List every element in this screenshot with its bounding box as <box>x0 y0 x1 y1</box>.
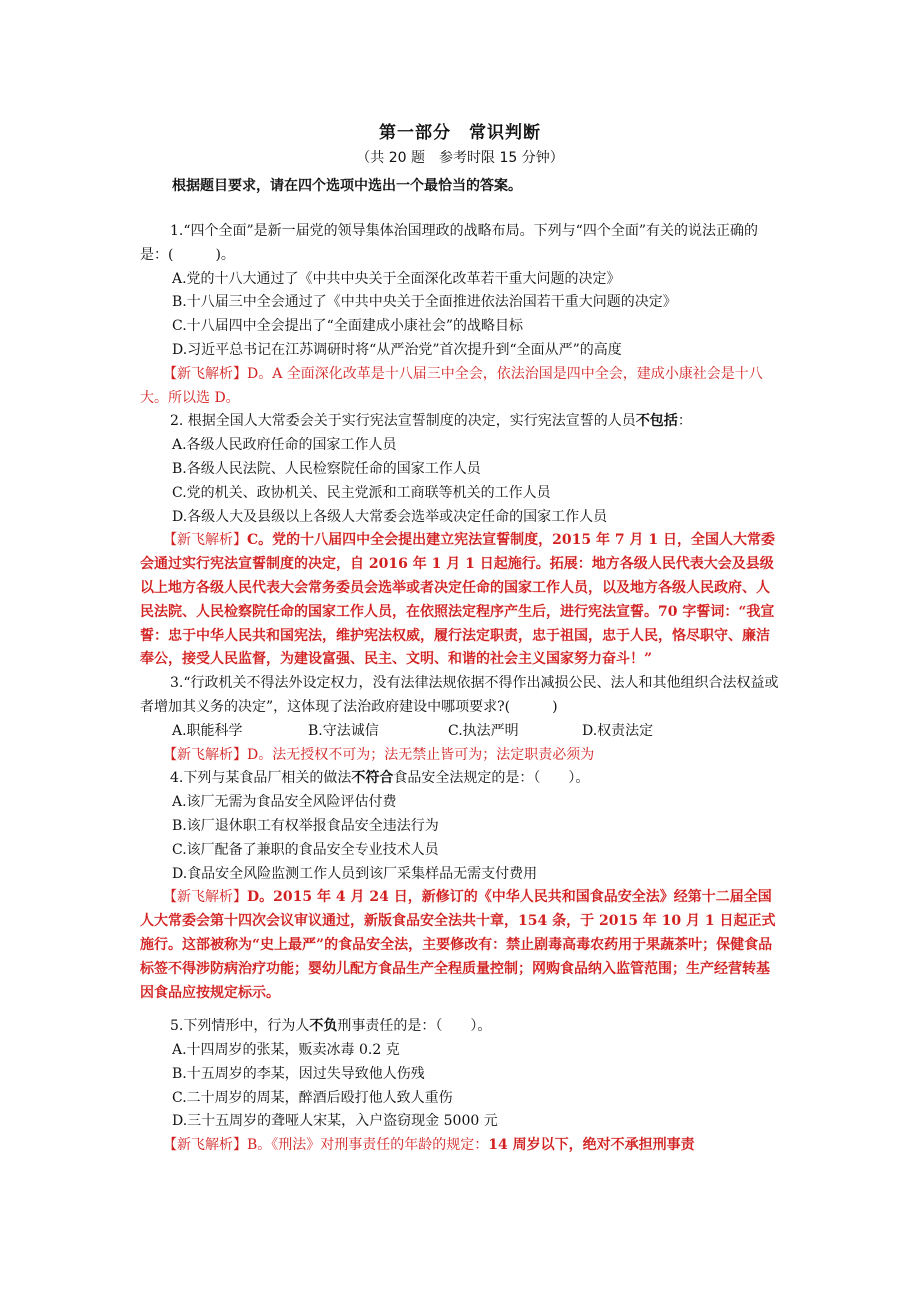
question-2-answer-label: 【新飞解析】 <box>163 532 247 549</box>
question-4-stem-pre: 4.下列与某食品厂相关的做法 <box>170 770 352 787</box>
question-4-answer <box>140 886 780 1005</box>
question-2-stem <box>140 410 780 434</box>
question-2-stem-post: ： <box>677 413 692 430</box>
question-2-answer <box>140 529 780 672</box>
question-body <box>140 220 780 1158</box>
question-2-option-c: C.党的机关、政协机关、民主党派和工商联等机关的工作人员 <box>172 484 551 501</box>
question-2-stem-pre: 2. 根据全国人大常委会关于实行宪法宣誓制度的决定，实行宪法宣誓的人员 <box>170 413 636 430</box>
question-5-answer-bold: 14 周岁以下，绝对不承担刑事责 <box>488 1137 695 1154</box>
question-4-option-d: D.食品安全风险监测工作人员到该厂采集样品无需支付费用 <box>172 865 538 882</box>
question-3-option-a: A.职能科学 <box>172 722 243 739</box>
question-4-option-b: B.该厂退休职工有权举报食品安全违法行为 <box>172 817 439 834</box>
question-2-option-a: A.各级人民政府任命的国家工作人员 <box>172 437 397 454</box>
question-5-answer-label: 【新飞解析】 <box>163 1137 247 1154</box>
question-3-stem: 3.“行政机关不得法外设定权力，没有法律法规依据不得作出减损公民、法人和其他组织合法权益或者增加其义务的决定”，这体现了法治政府建设中哪项要求?( ) <box>140 675 779 715</box>
question-2-answer-text: C。党的十八届四中全会提出建立宪法宣誓制度，2015 年 7 月 1 日，全国人大常委会通过实行宪法宣誓制度的决定，自 2016 年 1 月 1 日起施行。拓展：地方各级人民代表大会及县级以上地方各级人民代表大会常务委员会选举或者决定任命的国家工作人员，以及地方各级人民政府、人民法院、人民检察院任命的国家工作人员，在依照法定程序产生后，进行宪法宣誓。70 字誓词：“我宣誓：忠于中华人民共和国宪法，维护宪法权威，履行法定职责，忠于祖国，忠于人民，恪尽职守、廉洁奉公，接受人民监督，为建设富强、民主、文明、和谐的社会主义国家努力奋斗！” <box>140 532 775 668</box>
question-5-option-c: C.二十周岁的周某，醉酒后殴打他人致人重伤 <box>172 1089 453 1106</box>
question-5-stem <box>140 1015 780 1039</box>
instruction-text: 根据题目要求，请在四个选项中选出一个最恰当的答案。 <box>172 178 522 194</box>
question-5-stem-pre: 5.下列情形中，行为人 <box>170 1018 310 1035</box>
question-4-stem-post: 食品安全法规定的是：（ ）。 <box>393 770 590 787</box>
question-4-option-c: C.该厂配备了兼职的食品安全专业技术人员 <box>172 841 439 858</box>
question-1-option-a: A.党的十八大通过了《中共中央关于全面深化改革若干重大问题的决定》 <box>172 270 621 287</box>
question-1-stem: 1.“四个全面”是新一届党的领导集体治国理政的战略布局。下列与“四个全面”有关的说法正确的是：( )。 <box>140 223 758 263</box>
question-4-option-a: A.该厂无需为食品安全风险评估付费 <box>172 794 397 811</box>
question-5-answer-mid: B。《刑法》对刑事责任的年龄的规定： <box>247 1137 489 1154</box>
question-3-option-d: D.权责法定 <box>582 722 654 739</box>
question-4-stem-bold: 不符合 <box>351 770 394 787</box>
question-4-answer-label: 【新飞解析】 <box>163 889 247 906</box>
page-title: 第一部分 常识判断 <box>379 123 541 143</box>
question-5-answer <box>140 1134 780 1158</box>
question-5-option-b: B.十五周岁的李某，因过失导致他人伤残 <box>172 1065 425 1082</box>
question-2-stem-bold: 不包括 <box>635 413 678 430</box>
question-4-stem <box>140 767 780 791</box>
question-2-option-d: D.各级人大及县级以上各级人大常委会选举或决定任命的国家工作人员 <box>172 508 608 525</box>
page-subtitle: （共 20 题 参考时限 15 分钟） <box>356 150 564 166</box>
question-5-stem-post: 刑事责任的是：（ ）。 <box>337 1018 492 1035</box>
question-3-options <box>140 720 780 744</box>
question-1-option-b: B.十八届三中全会通过了《中共中央关于全面推进依法治国若干重大问题的决定》 <box>172 294 677 311</box>
question-4-answer-text: D。2015 年 4 月 24 日，新修订的《中华人民共和国食品安全法》经第十二届全国人大常委会第十四次会议审议通过，新版食品安全法共十章，154 条，于 2015 年 10 月 1 日起正式施行。这部被称为“史上最严”的食品安全法，主要修改有：禁止剧毒高毒农药用于果蔬茶叶；保健食品标签不得涉防病治疗功能；婴幼儿配方食品生产全程质量控制；网购食品纳入监管范围；生产经营转基因食品应按规定标示。 <box>140 889 776 1001</box>
question-1-answer: 【新飞解析】D。A 全面深化改革是十八届三中全会，依法治国是四中全会，建成小康社会是十八大。所以选 D。 <box>140 365 763 406</box>
question-5-option-d: D.三十五周岁的聋哑人宋某，入户盗窃现金 5000 元 <box>172 1113 498 1130</box>
question-3-option-c: C.执法严明 <box>448 722 519 739</box>
question-1-option-d: D.习近平总书记在江苏调研时将“从严治党”首次提升到“全面从严”的高度 <box>172 341 622 358</box>
question-5-option-a: A.十四周岁的张某，贩卖冰毒 0.2 克 <box>172 1042 400 1059</box>
question-5-stem-bold: 不负 <box>309 1018 338 1035</box>
question-1-option-c: C.十八届四中全会提出了“全面建成小康社会”的战略目标 <box>172 318 523 335</box>
question-3-option-b: B.守法诚信 <box>308 722 379 739</box>
question-3-answer: 【新飞解析】D。法无授权不可为；法无禁止皆可为；法定职责必须为 <box>163 746 595 763</box>
question-2-option-b: B.各级人民法院、人民检察院任命的国家工作人员 <box>172 460 481 477</box>
